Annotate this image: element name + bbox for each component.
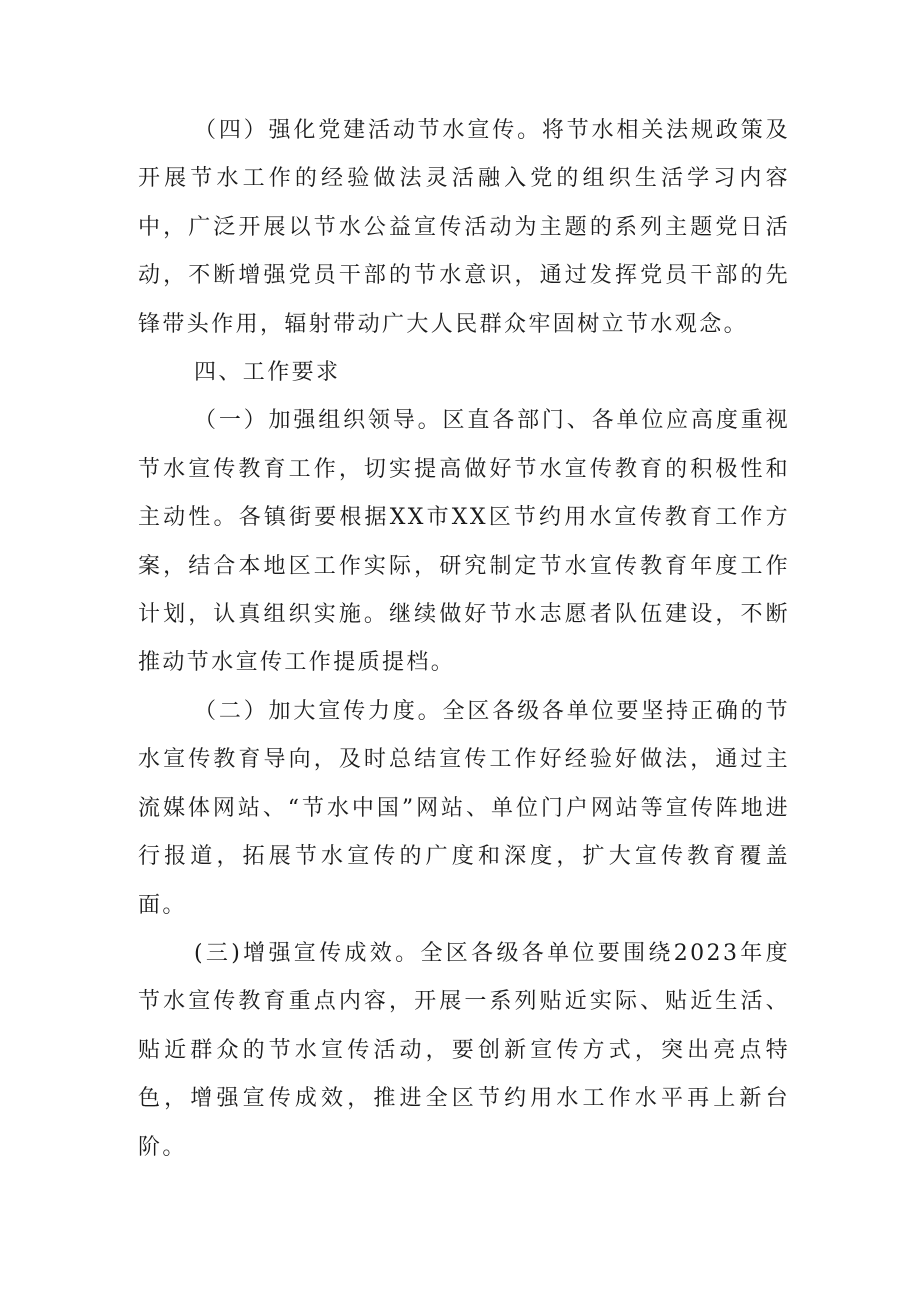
paragraph-party-building-publicity: （四）强化党建活动节水宣传。将节水相关法规政策及开展节水工作的经验做法灵活融入党的组织生活学习内容中，广泛开展以节水公益宣传活动为主题的系列主题党日活动，不断增强党员干部的节水意识，通过发挥党员干部的先锋带头作用，辐射带动广大人民群众牢固树立节水观念。 (138, 118, 790, 337)
document-body (138, 107, 790, 1172)
paragraph-enhance-effectiveness: (三)增强宣传成效。全区各级各单位要围绕2023年度节水宣传教育重点内容，开展一系列贴近实际、贴近生活、贴近群众的节水宣传活动，要创新宣传方式，突出亮点特色，增强宣传成效，推进全区节约用水工作水平再上新台阶。 (138, 940, 790, 1160)
section-heading-work-requirements: 四、工作要求 (194, 360, 341, 386)
paragraph-increase-publicity: （二）加大宣传力度。全区各级各单位要坚持正确的节水宣传教育导向，及时总结宣传工作好经验好做法，通过主流媒体网站、“节水中国”网站、单位门户网站等宣传阵地进行报道，拓展节水宣传的广度和深度，扩大宣传教育覆盖面。 (138, 698, 790, 918)
paragraph-strengthen-leadership: （一）加强组织领导。区直各部门、各单位应高度重视节水宣传教育工作，切实提高做好节水宣传教育的积极性和主动性。各镇街要根据XX市XX区节约用水宣传教育工作方案，结合本地区工作实际，研究制定节水宣传教育年度工作计划，认真组织实施。继续做好节水志愿者队伍建设，不断推动节水宣传工作提质提档。 (138, 408, 790, 676)
